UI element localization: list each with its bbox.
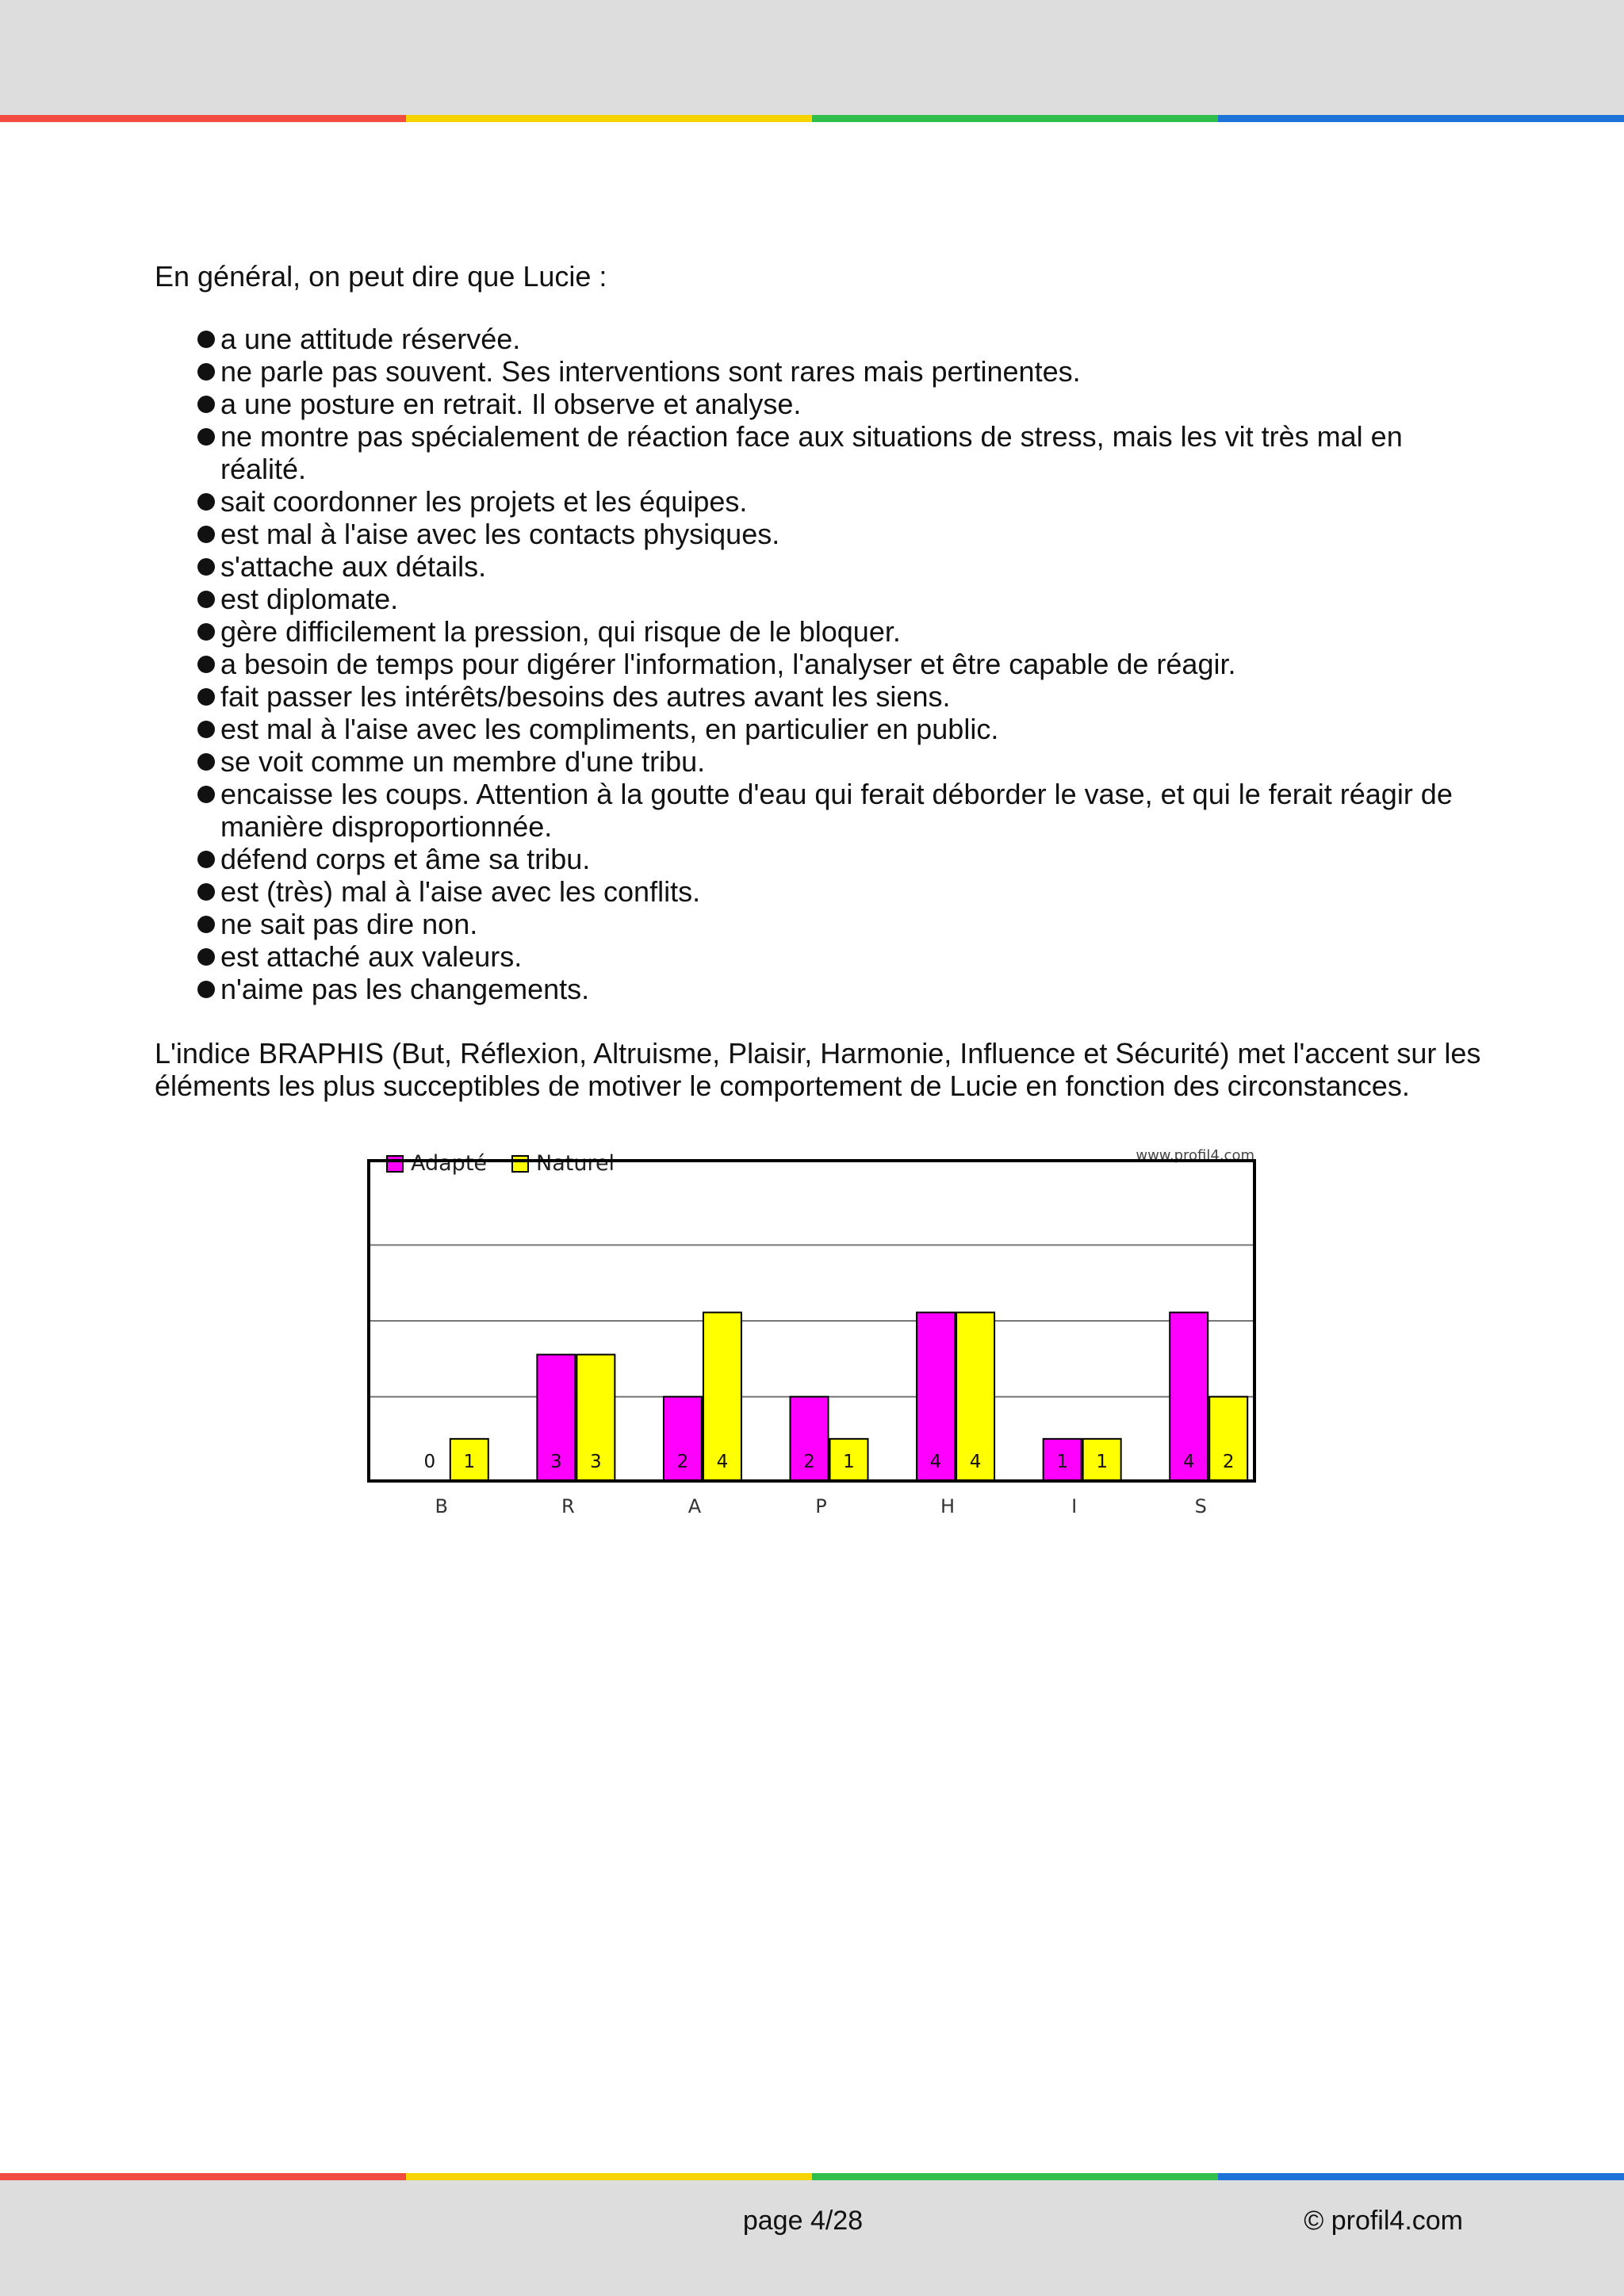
- bullet-icon: [197, 721, 215, 738]
- trait-text: est (très) mal à l'aise avec les conflits.: [220, 875, 701, 908]
- bullet-icon: [197, 981, 215, 998]
- trait-item: [197, 355, 1495, 388]
- x-tick-label: P: [815, 1495, 827, 1517]
- stripe-yellow: [406, 2173, 812, 2180]
- trait-item: [197, 550, 1495, 583]
- trait-text: s'attache aux détails.: [220, 550, 487, 583]
- chart-watermark: www.profil4.com: [1136, 1147, 1254, 1164]
- trait-item: [197, 648, 1495, 680]
- trait-item: [197, 875, 1495, 908]
- x-tick-label: H: [940, 1495, 956, 1517]
- trait-text: n'aime pas les changements.: [220, 973, 590, 1005]
- bar-value-label: 1: [463, 1452, 476, 1472]
- bullet-icon: [197, 688, 215, 706]
- trait-item: [197, 323, 1495, 355]
- braphis-paragraph: L'indice BRAPHIS (But, Réflexion, Altruisme, Plaisir, Harmonie, Influence et Sécurité) met l'accent sur les éléments les plus succeptibles de motiver le comportement de Lucie en fonction des circonstances.: [155, 1037, 1481, 1102]
- bar-value-label: 3: [550, 1452, 562, 1472]
- stripe-red: [0, 115, 406, 122]
- trait-text: défend corps et âme sa tribu.: [220, 843, 591, 875]
- copyright: © profil4.com: [1304, 2206, 1463, 2236]
- trait-item: [197, 583, 1495, 615]
- x-tick-label: B: [435, 1495, 449, 1517]
- trait-text: encaisse les coups. Attention à la goutte d'eau qui ferait déborder le vase, et qui le ferait réagir de manière disproportionnée.: [220, 778, 1453, 843]
- page-footer-band: [0, 2180, 1624, 2296]
- bar-value-label: 2: [803, 1452, 815, 1472]
- stripe-blue: [1218, 2173, 1624, 2180]
- trait-item: [197, 388, 1495, 420]
- bar-value-label: 2: [676, 1452, 689, 1472]
- document-body: [155, 260, 1495, 1102]
- traits-list: [155, 323, 1495, 1005]
- bullet-icon: [197, 331, 215, 348]
- bar-value-label: 2: [1222, 1452, 1235, 1472]
- trait-text: est attaché aux valeurs.: [220, 940, 523, 973]
- trait-item: [197, 745, 1495, 778]
- bullet-icon: [197, 786, 215, 803]
- trait-text: ne sait pas dire non.: [220, 908, 478, 940]
- bar-value-label: 4: [969, 1452, 982, 1472]
- header-color-stripe: [0, 115, 1624, 122]
- x-tick-label: R: [561, 1495, 575, 1517]
- bullet-icon: [197, 493, 215, 511]
- stripe-blue: [1218, 115, 1624, 122]
- trait-text: sait coordonner les projets et les équipes.: [220, 485, 748, 518]
- footer-color-stripe: [0, 2173, 1624, 2180]
- bullet-icon: [197, 851, 215, 868]
- page-number: page 4/28: [742, 2206, 864, 2236]
- trait-text: est mal à l'aise avec les compliments, en particulier en public.: [220, 713, 999, 745]
- braphis-chart: [365, 1142, 1261, 1522]
- bar-value-label: 4: [716, 1452, 729, 1472]
- trait-text: a une attitude réservée.: [220, 323, 521, 355]
- x-tick-label: S: [1194, 1495, 1207, 1517]
- trait-text: fait passer les intérêts/besoins des autres avant les siens.: [220, 680, 951, 713]
- intro-text: En général, on peut dire que Lucie :: [155, 260, 607, 293]
- bullet-icon: [197, 558, 215, 576]
- bar-value-label: 4: [1182, 1452, 1195, 1472]
- trait-item: [197, 615, 1495, 648]
- bar-value-label: 1: [1056, 1452, 1068, 1472]
- legend-label: Naturel: [536, 1151, 615, 1176]
- trait-item: [197, 420, 1495, 485]
- bullet-icon: [197, 363, 215, 381]
- trait-item: [197, 680, 1495, 713]
- trait-item: [197, 485, 1495, 518]
- bullet-icon: [197, 883, 215, 901]
- trait-text: se voit comme un membre d'une tribu.: [220, 745, 706, 778]
- braphis-chart-svg: [365, 1142, 1261, 1522]
- bar-value-label: 0: [423, 1452, 436, 1472]
- bullet-icon: [197, 623, 215, 641]
- stripe-green: [812, 115, 1218, 122]
- bar-value-label: 1: [1096, 1452, 1108, 1472]
- stripe-red: [0, 2173, 406, 2180]
- trait-item: [197, 843, 1495, 875]
- trait-text: a une posture en retrait. Il observe et analyse.: [220, 388, 802, 420]
- legend-swatch: [387, 1156, 403, 1172]
- stripe-yellow: [406, 115, 812, 122]
- bullet-icon: [197, 753, 215, 771]
- trait-item: [197, 908, 1495, 940]
- x-tick-label: I: [1071, 1495, 1078, 1517]
- stripe-green: [812, 2173, 1218, 2180]
- bullet-icon: [197, 396, 215, 413]
- bullet-icon: [197, 526, 215, 543]
- x-tick-label: A: [688, 1495, 702, 1517]
- bar-value-label: 4: [929, 1452, 942, 1472]
- trait-item: [197, 518, 1495, 550]
- bullet-icon: [197, 948, 215, 966]
- trait-text: est mal à l'aise avec les contacts physiques.: [220, 518, 780, 550]
- trait-text: ne parle pas souvent. Ses interventions sont rares mais pertinentes.: [220, 355, 1081, 388]
- page-header-band: [0, 0, 1624, 115]
- trait-text: a besoin de temps pour digérer l'information, l'analyser et être capable de réagir.: [220, 648, 1236, 680]
- legend-swatch: [512, 1156, 528, 1172]
- trait-item: [197, 778, 1495, 843]
- trait-item: [197, 713, 1495, 745]
- bullet-icon: [197, 656, 215, 673]
- bullet-icon: [197, 428, 215, 446]
- trait-text: ne montre pas spécialement de réaction face aux situations de stress, mais les vit très mal en réalité.: [220, 420, 1403, 485]
- trait-text: gère difficilement la pression, qui risque de le bloquer.: [220, 615, 901, 648]
- bullet-icon: [197, 591, 215, 608]
- trait-item: [197, 973, 1495, 1005]
- legend-label: Adapté: [411, 1151, 488, 1176]
- trait-item: [197, 940, 1495, 973]
- trait-text: est diplomate.: [220, 583, 399, 615]
- bar-value-label: 3: [590, 1452, 602, 1472]
- bullet-icon: [197, 916, 215, 933]
- bar-value-label: 1: [843, 1452, 855, 1472]
